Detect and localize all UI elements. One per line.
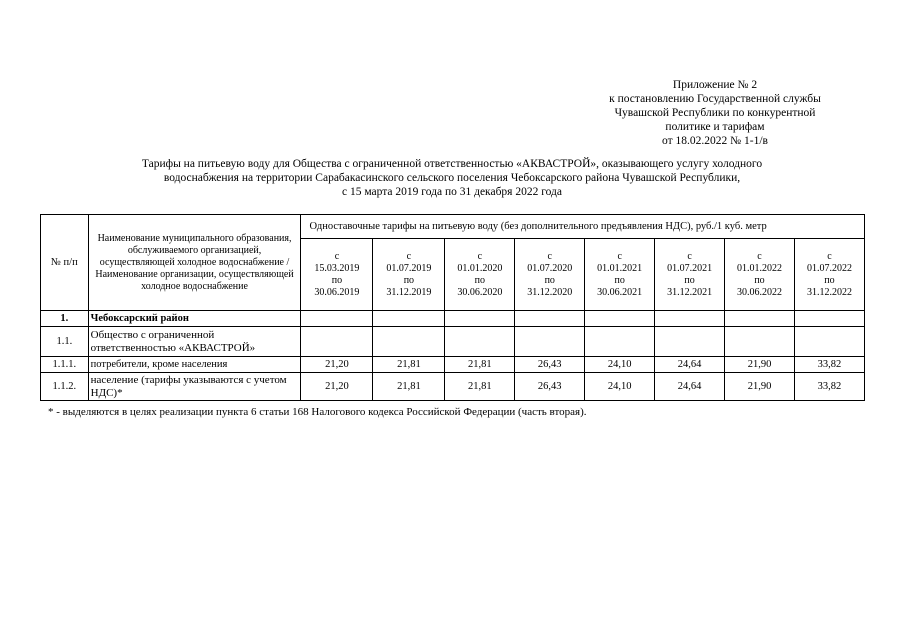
period-c: с bbox=[757, 250, 762, 262]
header-tariffs: Одноставочные тарифы на питьевую воду (без дополнительного предъявления НДС), руб./1 куб. метр bbox=[301, 215, 865, 239]
table-row bbox=[41, 357, 865, 373]
tariff-value: 21,20 bbox=[301, 373, 373, 401]
period-from: 15.03.2019 bbox=[314, 262, 360, 274]
period-c: с bbox=[617, 250, 622, 262]
period-to: 31.12.2021 bbox=[667, 286, 713, 298]
period-from: 01.07.2019 bbox=[386, 262, 432, 274]
tariff-value: 21,90 bbox=[725, 373, 795, 401]
tariff-value: 26,43 bbox=[515, 357, 585, 373]
title-line: водоснабжения на территории Сарабакасинского сельского поселения Чебоксарского района Чувашской Республики, bbox=[163, 172, 741, 184]
row-num: 1.1.1. bbox=[41, 357, 89, 373]
period-po: по bbox=[614, 274, 625, 286]
header-num: № п/п bbox=[41, 215, 89, 311]
period-header bbox=[725, 239, 795, 311]
appendix-line: политике и тарифам bbox=[665, 121, 765, 133]
appendix-line: к постановлению Государственной службы bbox=[609, 93, 821, 105]
table-header-row bbox=[41, 215, 865, 239]
period-from: 01.07.2020 bbox=[527, 262, 573, 274]
period-from: 01.01.2020 bbox=[457, 262, 503, 274]
tariff-value: 33,82 bbox=[794, 357, 864, 373]
period-from: 01.01.2021 bbox=[597, 262, 643, 274]
period-to: 31.12.2022 bbox=[806, 286, 852, 298]
period-to: 30.06.2022 bbox=[737, 286, 782, 298]
tariff-value: 33,82 bbox=[794, 373, 864, 401]
period-header bbox=[794, 239, 864, 311]
period-po: по bbox=[331, 274, 343, 286]
period-po: по bbox=[754, 274, 765, 286]
tariff-value: 24,10 bbox=[585, 373, 655, 401]
table-row bbox=[41, 373, 865, 401]
row-name: население (тарифы указываются с учетом НДС)* bbox=[88, 373, 301, 401]
tariff-value: 21,81 bbox=[445, 357, 515, 373]
appendix-line: от 18.02.2022 № 1-1/в bbox=[662, 135, 768, 147]
period-c: с bbox=[334, 250, 340, 262]
footnote: * - выделяются в целях реализации пункта 6 статьи 168 Налогового кодекса Российской Федерации (часть вторая). bbox=[48, 406, 587, 418]
period-header bbox=[445, 239, 515, 311]
period-header bbox=[373, 239, 445, 311]
row-name: потребители, кроме населения bbox=[88, 357, 301, 373]
period-header bbox=[515, 239, 585, 311]
row-name: Общество с ограниченной ответственностью «АКВАСТРОЙ» bbox=[88, 327, 301, 357]
period-po: по bbox=[474, 274, 485, 286]
title-line: Тарифы на питьевую воду для Общества с ограниченной ответственностью «АКВАСТРОЙ», оказывающего услугу холодного bbox=[141, 158, 763, 170]
appendix-line: Приложение № 2 bbox=[672, 79, 758, 91]
header-name: Наименование муниципального образования, обслуживаемого организацией, осуществляющей холодное водоснабжение / Наименование организации, осуществляющей холодное водоснабжение bbox=[88, 215, 301, 311]
document-title bbox=[60, 157, 844, 199]
period-to: 30.06.2020 bbox=[457, 286, 503, 298]
period-po: по bbox=[824, 274, 835, 286]
period-to: 31.12.2020 bbox=[527, 286, 573, 298]
tariff-value: 21,20 bbox=[301, 357, 373, 373]
period-from: 01.01.2022 bbox=[737, 262, 782, 274]
tariff-value: 21,81 bbox=[373, 357, 445, 373]
period-to: 30.06.2019 bbox=[314, 286, 360, 298]
tariff-value: 24,10 bbox=[585, 357, 655, 373]
period-c: с bbox=[547, 250, 552, 262]
row-num: 1.1.2. bbox=[41, 373, 89, 401]
period-to: 31.12.2019 bbox=[386, 286, 432, 298]
title-line: с 15 марта 2019 года по 31 декабря 2022 года bbox=[341, 186, 563, 198]
period-from: 01.07.2022 bbox=[806, 262, 852, 274]
period-c: с bbox=[687, 250, 692, 262]
period-from: 01.07.2021 bbox=[667, 262, 713, 274]
period-po: по bbox=[403, 274, 415, 286]
period-po: по bbox=[544, 274, 555, 286]
row-num: 1. bbox=[41, 311, 89, 327]
period-header bbox=[301, 239, 373, 311]
tariff-value: 21,81 bbox=[373, 373, 445, 401]
table-row bbox=[41, 311, 865, 327]
tariff-value: 26,43 bbox=[515, 373, 585, 401]
period-to: 30.06.2021 bbox=[597, 286, 643, 298]
appendix-header bbox=[590, 78, 840, 148]
period-po: по bbox=[684, 274, 695, 286]
period-c: с bbox=[406, 250, 412, 262]
period-c: с bbox=[827, 250, 832, 262]
period-header bbox=[585, 239, 655, 311]
row-num: 1.1. bbox=[41, 327, 89, 357]
tariff-value: 21,90 bbox=[725, 357, 795, 373]
tariff-value: 21,81 bbox=[445, 373, 515, 401]
table-row bbox=[41, 327, 865, 357]
row-name: Чебоксарский район bbox=[88, 311, 301, 327]
tariff-value: 24,64 bbox=[655, 373, 725, 401]
appendix-line: Чувашской Республики по конкурентной bbox=[614, 107, 816, 119]
period-c: с bbox=[477, 250, 483, 262]
period-header bbox=[655, 239, 725, 311]
tariff-value: 24,64 bbox=[655, 357, 725, 373]
tariffs-table bbox=[40, 214, 865, 401]
